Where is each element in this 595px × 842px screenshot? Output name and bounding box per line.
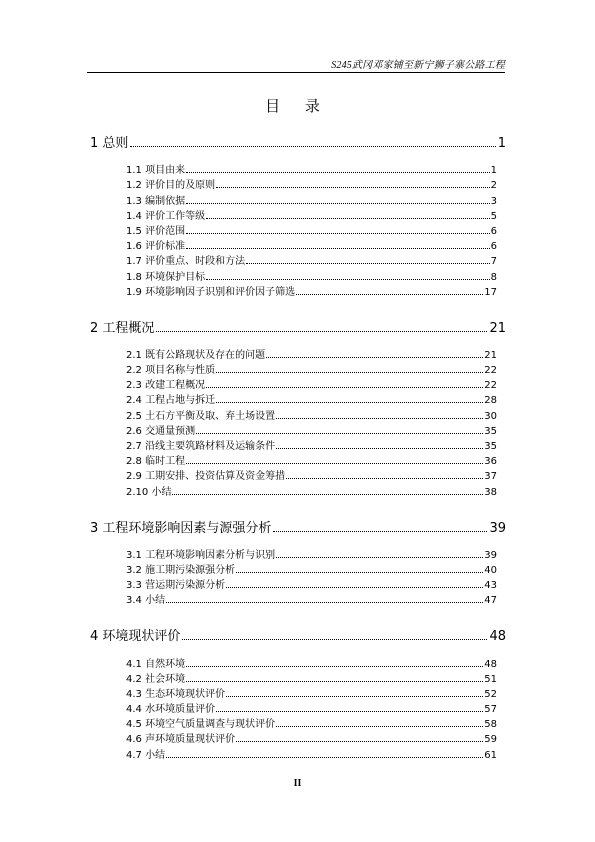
toc-section-page: 1 — [490, 165, 497, 177]
dot-leader — [206, 387, 483, 388]
toc-section-entry[interactable] — [126, 437, 497, 452]
dot-leader — [226, 587, 483, 588]
dot-leader — [216, 187, 490, 188]
running-header: S245武冈邓家铺至新宁狮子寨公路工程 — [331, 60, 505, 71]
toc-chapter-title: 2 工程概况 — [90, 320, 155, 336]
toc-section-entry[interactable] — [126, 482, 497, 497]
toc-section-page: 5 — [490, 210, 497, 222]
dot-leader — [206, 218, 490, 219]
toc-section-page: 3 — [490, 195, 497, 207]
toc-chapter-page: 1 — [497, 136, 506, 151]
toc-chapter-entry[interactable] — [90, 316, 506, 336]
toc-chapter-page: 39 — [489, 520, 506, 536]
dot-leader — [216, 402, 483, 403]
toc-section-page: 58 — [484, 719, 497, 731]
dot-leader — [236, 572, 483, 573]
toc-section-entry[interactable] — [126, 176, 497, 191]
dot-leader — [196, 433, 483, 434]
dot-leader — [206, 279, 490, 280]
toc-section-page: 39 — [484, 549, 497, 561]
toc-section-title: 2.7 沿线主要筑路材料及运输条件 — [126, 441, 276, 452]
toc-section-title: 2.1 既有公路现状及存在的问题 — [126, 349, 266, 361]
dot-leader — [172, 494, 483, 495]
toc-section-page: 8 — [490, 271, 497, 283]
toc-section-title: 2.5 土石方平衡及取、弃土场设置 — [126, 410, 276, 422]
dot-leader — [156, 331, 487, 332]
toc-section-entry[interactable] — [126, 685, 497, 700]
dot-leader — [166, 757, 483, 758]
toc-section-title: 1.6 评价标准 — [126, 241, 186, 253]
toc-section-page: 59 — [484, 734, 497, 746]
toc-section-entry[interactable] — [126, 267, 497, 282]
toc-section-title: 1.9 环境影响因子识别和评价因子筛选 — [126, 286, 296, 298]
dot-leader — [130, 146, 495, 147]
toc-section-list — [90, 546, 506, 607]
toc-section-page: 61 — [484, 749, 497, 761]
toc-section-title: 1.2 评价目的及原则 — [126, 180, 216, 192]
toc-section-page: 37 — [484, 471, 497, 483]
toc-section-entry[interactable] — [126, 361, 497, 376]
toc-section-entry[interactable] — [126, 730, 497, 745]
dot-leader — [246, 263, 490, 264]
toc-section-title: 4.7 小结 — [126, 749, 166, 761]
toc-section-entry[interactable] — [126, 422, 497, 437]
toc-section-page: 43 — [484, 580, 497, 592]
toc-section-page: 51 — [484, 673, 497, 685]
toc-chapter-entry[interactable] — [90, 516, 506, 536]
toc-chapter-title: 3 工程环境影响因素与源强分析 — [90, 520, 272, 536]
toc-section-page: 21 — [484, 349, 497, 361]
toc-section-title: 3.3 营运期污染源分析 — [126, 580, 226, 592]
toc-section-title: 3.2 施工期污染源强分析 — [126, 564, 236, 576]
toc-chapter-title: 4 环境现状评价 — [90, 629, 181, 645]
dot-leader — [186, 681, 483, 682]
toc-section-entry[interactable] — [126, 191, 497, 206]
dot-leader — [276, 726, 483, 727]
header-rule — [87, 72, 505, 73]
toc-section-page: 28 — [484, 395, 497, 407]
dot-leader — [186, 203, 490, 204]
toc-section-page: 30 — [484, 410, 497, 422]
dot-leader — [273, 531, 487, 532]
dot-leader — [186, 463, 483, 464]
toc-section-list — [90, 346, 506, 498]
toc-section-page: 22 — [484, 365, 497, 377]
toc-section-entry[interactable] — [126, 222, 497, 237]
dot-leader — [166, 602, 483, 603]
dot-leader — [186, 666, 483, 667]
toc-section-page: 36 — [484, 456, 497, 468]
toc-section-title: 2.2 项目名称与性质 — [126, 365, 216, 377]
toc-section-page: 38 — [484, 486, 497, 498]
toc-section-entry[interactable] — [126, 700, 497, 715]
dot-leader — [296, 294, 483, 295]
toc-section-list — [90, 654, 506, 760]
toc-section-title: 2.4 工程占地与拆迁 — [126, 395, 216, 407]
toc-chapter-entry[interactable] — [90, 131, 506, 151]
dot-leader — [182, 639, 487, 640]
toc-section-entry[interactable] — [126, 745, 497, 760]
toc-chapter-title: 1 总则 — [90, 136, 129, 151]
toc-section-title: 4.6 声环境质量现状评价 — [126, 734, 236, 746]
toc-section-title: 4.5 环境空气质量调查与现状评价 — [126, 719, 276, 731]
toc-section-title: 3.4 小结 — [126, 595, 166, 607]
toc-section-page: 52 — [484, 688, 497, 700]
dot-leader — [226, 696, 483, 697]
toc-section-page: 40 — [484, 564, 497, 576]
toc-section-entry[interactable] — [126, 654, 497, 669]
toc-section-page: 35 — [484, 425, 497, 437]
dot-leader — [186, 233, 490, 234]
dot-leader — [276, 557, 483, 558]
toc-section-page: 17 — [484, 286, 497, 298]
toc-section-title: 3.1 工程环境影响因素分析与识别 — [126, 549, 276, 561]
toc-section-title: 2.10 小结 — [126, 486, 172, 498]
dot-leader — [276, 448, 483, 449]
toc-section-title: 2.3 改建工程概况 — [126, 380, 206, 392]
toc-section-entry[interactable] — [126, 346, 497, 361]
toc-section-title: 4.1 自然环境 — [126, 658, 186, 670]
toc-section-title: 1.1 项目由来 — [126, 165, 186, 177]
toc-section-entry[interactable] — [126, 546, 497, 561]
toc-section-entry[interactable] — [126, 252, 497, 267]
toc-section-title: 1.4 评价工作等级 — [126, 210, 206, 222]
toc-section-page: 47 — [484, 595, 497, 607]
toc-section-page: 6 — [490, 241, 497, 253]
toc-section-title: 1.3 编制依据 — [126, 195, 186, 207]
toc-section-entry[interactable] — [126, 237, 497, 252]
toc-chapter-page: 21 — [489, 320, 506, 336]
dot-leader — [186, 172, 490, 173]
toc-section-page: 6 — [490, 225, 497, 237]
toc-chapter-entry[interactable] — [90, 624, 506, 644]
toc-section-title: 1.7 评价重点、时段和方法 — [126, 256, 246, 268]
toc-section-entry[interactable] — [126, 591, 497, 606]
toc-section-entry[interactable] — [126, 161, 497, 176]
toc-section-page: 48 — [484, 658, 497, 670]
toc-section-entry[interactable] — [126, 283, 497, 298]
toc-section-page: 22 — [484, 380, 497, 392]
toc-section-page: 2 — [490, 180, 497, 192]
toc-section-page: 35 — [484, 441, 497, 452]
dot-leader — [216, 711, 483, 712]
table-of-contents — [90, 131, 506, 761]
toc-section-title: 1.8 环境保护目标 — [126, 271, 206, 283]
toc-section-title: 4.2 社会环境 — [126, 673, 186, 685]
toc-section-page: 7 — [490, 256, 497, 268]
toc-section-entry[interactable] — [126, 207, 497, 222]
page-title: 目 录 — [265, 97, 330, 115]
toc-chapter-page: 48 — [489, 629, 506, 645]
dot-leader — [236, 741, 483, 742]
dot-leader — [186, 248, 490, 249]
toc-section-entry[interactable] — [126, 406, 497, 421]
page-number: II — [293, 778, 302, 789]
toc-section-entry[interactable] — [126, 670, 497, 685]
toc-section-entry[interactable] — [126, 391, 497, 406]
toc-section-list — [90, 161, 506, 298]
dot-leader — [276, 418, 483, 419]
toc-section-entry[interactable] — [126, 715, 497, 730]
toc-section-entry[interactable] — [126, 561, 497, 576]
dot-leader — [286, 478, 483, 479]
toc-section-page: 57 — [484, 704, 497, 716]
toc-section-entry[interactable] — [126, 467, 497, 482]
toc-section-entry[interactable] — [126, 376, 497, 391]
dot-leader — [216, 372, 483, 373]
toc-section-entry[interactable] — [126, 452, 497, 467]
toc-section-title: 2.6 交通量预测 — [126, 425, 196, 437]
toc-section-title: 1.5 评价范围 — [126, 225, 186, 237]
toc-section-entry[interactable] — [126, 576, 497, 591]
toc-section-title: 2.9 工期安排、投资估算及资金筹措 — [126, 471, 286, 483]
dot-leader — [266, 357, 483, 358]
toc-section-title: 4.3 生态环境现状评价 — [126, 688, 226, 700]
toc-section-title: 2.8 临时工程 — [126, 456, 186, 468]
toc-section-title: 4.4 水环境质量评价 — [126, 704, 216, 716]
